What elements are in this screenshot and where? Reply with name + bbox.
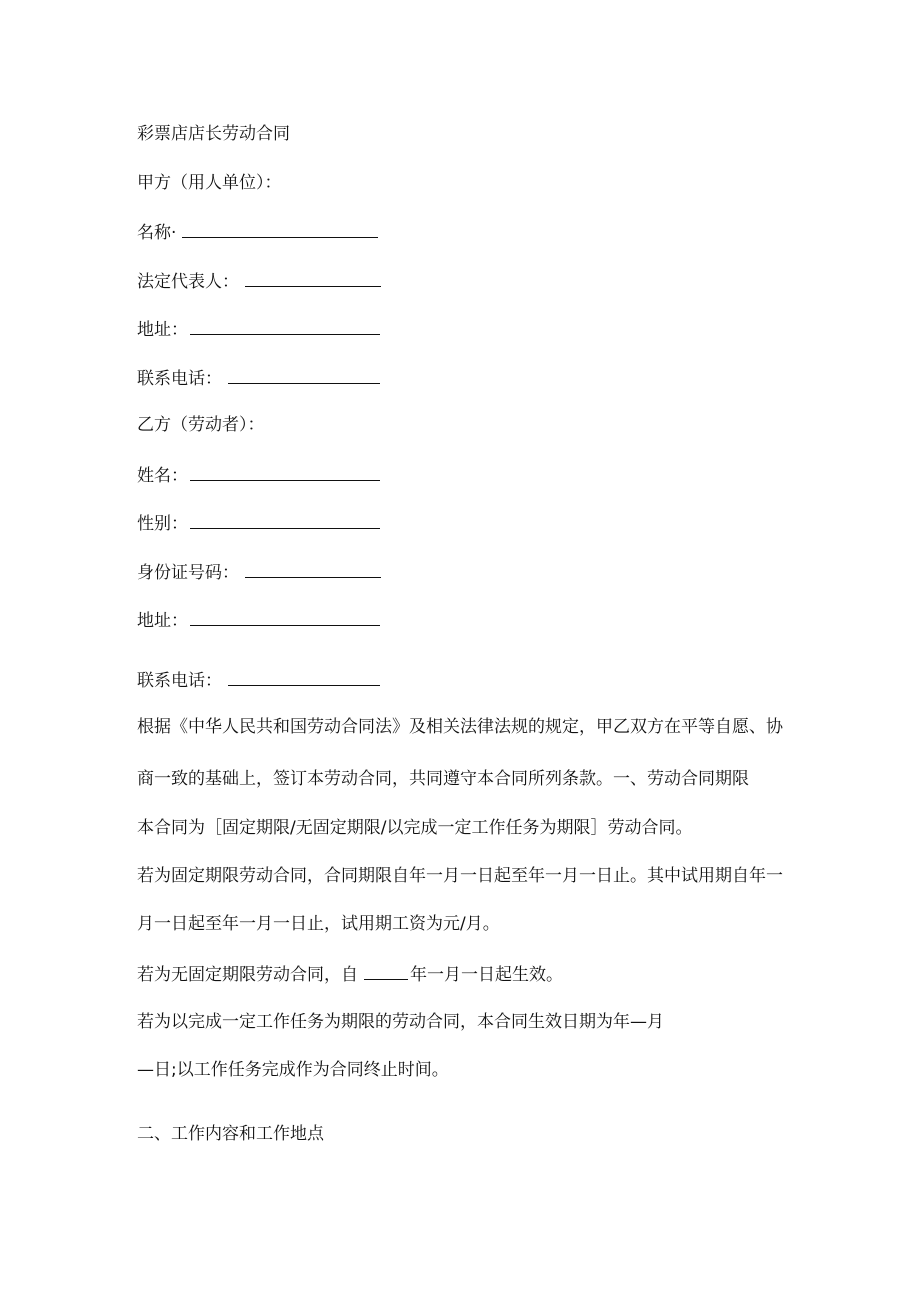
- task-term-line-2: —日;以工作任务完成作为合同终止时间。: [137, 1060, 449, 1080]
- party-a-name-row: [137, 220, 378, 244]
- fixed-term-line-1: 若为固定期限劳动合同，合同期限自年一月一日起至年一月一日止。其中试用期自年一: [137, 866, 783, 886]
- party-b-name-label: 姓名：: [137, 466, 188, 486]
- open-term-suffix: 年一月一日起生效。: [410, 965, 563, 985]
- open-term-line: [137, 962, 563, 986]
- party-b-id-row: [137, 560, 381, 584]
- party-b-phone-label: 联系电话：: [137, 671, 222, 691]
- party-b-id-field[interactable]: [245, 560, 381, 578]
- party-b-gender-label: 性别：: [137, 514, 188, 534]
- party-a-address-label: 地址：: [137, 320, 188, 340]
- party-a-address-field[interactable]: [190, 317, 380, 335]
- party-a-heading: 甲方（用人单位）：: [137, 173, 282, 193]
- party-b-name-field[interactable]: [190, 463, 380, 481]
- party-b-id-label: 身份证号码：: [137, 563, 239, 583]
- party-a-legal-rep-row: [137, 269, 381, 293]
- party-a-address-row: [137, 317, 380, 341]
- party-b-phone-field[interactable]: [228, 668, 380, 686]
- party-a-legal-rep-label: 法定代表人：: [137, 272, 239, 292]
- party-a-phone-label: 联系电话：: [137, 369, 222, 389]
- party-b-address-label: 地址：: [137, 611, 188, 631]
- party-a-name-label: 名称·: [137, 223, 177, 243]
- party-b-heading: 乙方（劳动者）：: [137, 415, 265, 435]
- section-2-heading: 二、工作内容和工作地点: [137, 1124, 324, 1144]
- open-term-prefix: 若为无固定期限劳动合同，自: [137, 965, 358, 985]
- party-a-legal-rep-field[interactable]: [245, 269, 381, 287]
- party-b-phone-row: [137, 668, 380, 692]
- fixed-term-line-2: 月一日起至年一月一日止，试用期工资为元/月。: [137, 914, 500, 934]
- document-title: 彩票店店长劳动合同: [137, 124, 290, 144]
- open-term-start-field[interactable]: [364, 962, 408, 980]
- party-b-address-field[interactable]: [190, 608, 380, 626]
- intro-paragraph-line-2: 商一致的基础上，签订本劳动合同，共同遵守本合同所列条款。一、劳动合同期限: [137, 769, 749, 789]
- task-term-line-1: 若为以完成一定工作任务为期限的劳动合同，本合同生效日期为年—月: [137, 1012, 664, 1032]
- party-a-phone-field[interactable]: [228, 366, 380, 384]
- party-b-gender-row: [137, 511, 380, 535]
- party-a-name-field[interactable]: [182, 220, 378, 238]
- party-b-gender-field[interactable]: [190, 511, 380, 529]
- contract-type-line: 本合同为［固定期限/无固定期限/以完成一定工作任务为期限］劳动合同。: [137, 818, 693, 838]
- party-a-phone-row: [137, 366, 380, 390]
- party-b-name-row: [137, 463, 380, 487]
- intro-paragraph-line-1: 根据《中华人民共和国劳动合同法》及相关法律法规的规定，甲乙双方在平等自愿、协: [137, 717, 783, 737]
- party-b-address-row: [137, 608, 380, 632]
